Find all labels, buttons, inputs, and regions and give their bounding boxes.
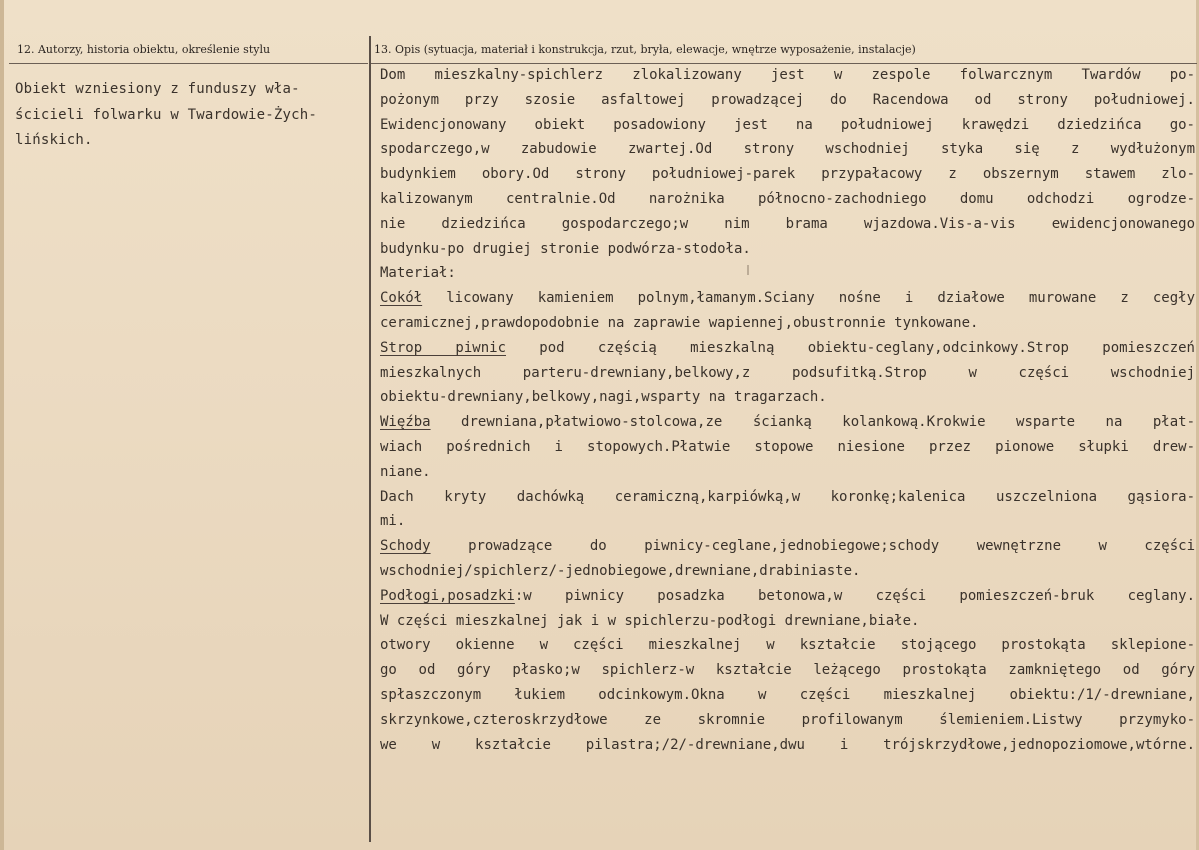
line-text: Dom mieszkalny-spichlerz zlokalizowany jest w zespole folwarcznym Twardów po- <box>380 67 1195 83</box>
text-line <box>380 509 1195 534</box>
authors-history-text <box>15 77 317 154</box>
text-line <box>380 559 1195 584</box>
text-line <box>380 609 1195 634</box>
paper-speck <box>747 265 749 275</box>
line-text: prowadzące do piwnicy-ceglane,jednobiegowe;schody wewnętrzne w części <box>430 538 1195 555</box>
text-line <box>380 88 1195 113</box>
line-text: kalizowanym centralnie.Od narożnika północno-zachodniego domu odchodzi ogrodze- <box>380 190 1195 207</box>
paper-edge-left <box>0 0 4 850</box>
text-line <box>380 460 1195 485</box>
text-line: lińskich. <box>15 132 93 149</box>
section-label: Strop piwnic <box>380 339 506 356</box>
line-text: wschodniej/spichlerz/-jednobiegowe,drewniane,drabiniaste. <box>380 562 861 579</box>
line-text: niane. <box>380 463 431 480</box>
text-line: Obiekt wzniesiony z funduszy wła- <box>15 81 300 97</box>
text-line <box>380 708 1195 733</box>
line-text: otwory okienne w części mieszkalnej w kształcie stojącego prostokąta sklepione- <box>380 637 1195 654</box>
line-text: licowany kamieniem polnym,łamanym.Sciany nośne i działowe murowane z cegły <box>422 290 1195 307</box>
line-text: W części mieszkalnej jak i w spichlerzu-podłogi drewniane,białe. <box>380 612 920 629</box>
line-text: spodarczego,w zabudowie zwartej.Od strony wschodniej styka się z wydłużonym <box>380 141 1195 158</box>
text-line <box>380 410 1195 435</box>
line-text: nie dziedzińca gospodarczego;w nim brama wjazdowa.Vis-a-vis ewidencjonowanego <box>380 215 1195 232</box>
text-line <box>380 113 1195 138</box>
text-line <box>380 187 1195 212</box>
line-text: Materiał: <box>380 265 456 282</box>
section-13-header: 13. Opis (sytuacja, materiał i konstrukcja, rzut, bryła, elewacje, wnętrze wyposażenie, instalacje) <box>374 43 916 56</box>
header-rule-left <box>9 63 368 64</box>
text-line <box>380 361 1195 386</box>
text-line: ścicieli folwarku w Twardowie-Żych- <box>15 106 318 123</box>
section-label: Cokół <box>380 290 423 307</box>
description-text <box>380 63 1195 757</box>
line-text: budynku-po drugiej stronie podwórza-stodoła. <box>380 240 751 257</box>
line-text: ceramicznej,prawdopodobnie na zaprawie wapiennej,obustronnie tynkowane. <box>380 314 979 331</box>
line-text: wiach pośrednich i stopowych.Płatwie stopowe niesione przez pionowe słupki drew- <box>380 438 1195 455</box>
text-line <box>380 237 1195 262</box>
section-12-header: 12. Autorzy, historia obiektu, określenie stylu <box>17 43 271 56</box>
section-label: Podłogi,posadzki <box>380 587 515 604</box>
text-line <box>380 584 1195 609</box>
line-text: mi. <box>380 513 406 530</box>
line-text: go od góry płasko;w spichlerz-w kształcie leżącego prostokąta zamkniętego od góry <box>380 662 1195 679</box>
text-line <box>380 435 1195 460</box>
section-label: Schody <box>380 538 431 555</box>
text-line <box>380 137 1195 162</box>
text-line <box>380 162 1195 187</box>
section-label: Więźba <box>380 414 431 431</box>
line-text: we w kształcie pilastra;/2/-drewniane,dwu i trójskrzydłowe,jednopoziomowe,wtórne. <box>380 736 1195 753</box>
text-line <box>380 261 1195 286</box>
line-text: skrzynkowe,czteroskrzydłowe ze skromnie profilowanym ślemieniem.Listwy przymyko- <box>380 711 1195 728</box>
text-line <box>380 733 1195 758</box>
text-line <box>380 534 1195 559</box>
line-text: pożonym przy szosie asfaltowej prowadzącej do Racendowa od strony południowej. <box>380 91 1195 108</box>
text-line <box>380 63 1195 88</box>
line-text: pod częścią mieszkalną obiektu-ceglany,odcinkowy.Strop pomieszczeń <box>506 339 1195 356</box>
text-line <box>380 311 1195 336</box>
text-line <box>380 658 1195 683</box>
text-line <box>380 683 1195 708</box>
line-text: budynkiem obory.Od strony południowej-parek przypałacowy z obszernym stawem zlo- <box>380 166 1195 183</box>
line-text: obiektu-drewniany,belkowy,nagi,wsparty na tragarzach. <box>380 389 827 406</box>
line-text: Ewidencjonowany obiekt posadowiony jest na południowej krawędzi dziedzińca go- <box>380 116 1195 133</box>
text-line <box>380 212 1195 237</box>
line-text: spłaszczonym łukiem odcinkowym.Okna w części mieszkalnej obiektu:/1/-drewniane, <box>380 686 1195 703</box>
text-line <box>380 385 1195 410</box>
line-text: Dach kryty dachówką ceramiczną,karpiówką,w koronkę;kalenica uszczelniona gąsiora- <box>380 488 1195 505</box>
line-text: mieszkalnych parteru-drewniany,belkowy,z podsufitką.Strop w części wschodniej <box>380 364 1195 381</box>
text-line <box>380 633 1195 658</box>
text-line <box>380 485 1195 510</box>
line-text: :w piwnicy posadzka betonowa,w części pomieszczeń-bruk ceglany. <box>514 587 1195 604</box>
column-divider <box>369 36 371 842</box>
text-line <box>380 336 1195 361</box>
text-line <box>380 286 1195 311</box>
line-text: drewniana,płatwiowo-stolcowa,ze ścianką kolankową.Krokwie wsparte na płat- <box>430 414 1195 431</box>
